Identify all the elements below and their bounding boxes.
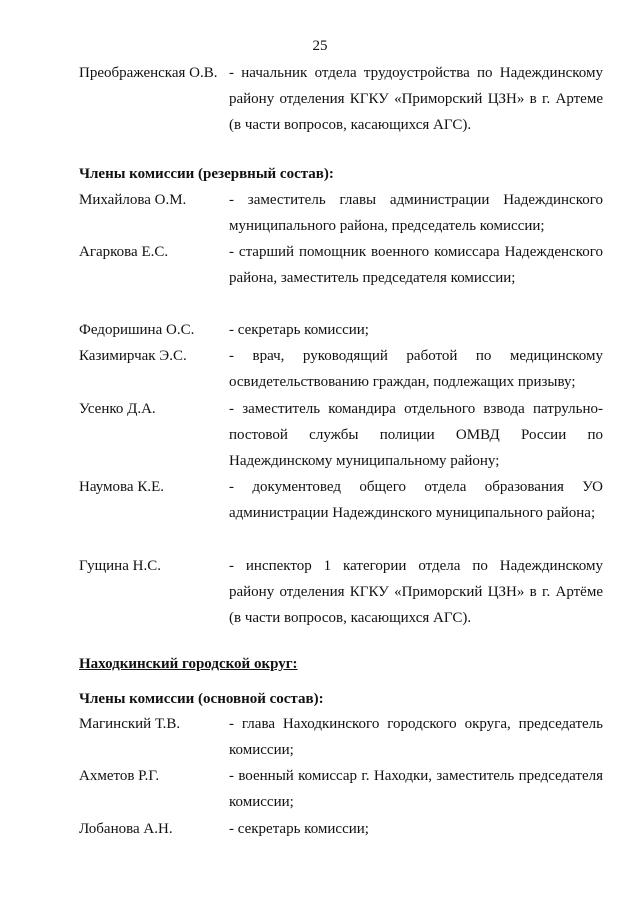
- member-role: - заместитель командира отдельного взвода патрульно-постовой службы полиции ОМВД России по Надеждинскому муниципальному району;: [229, 401, 603, 469]
- member-name: Федоришина О.С.: [79, 322, 195, 338]
- section-heading-reserve: Члены комиссии (резервный состав):: [79, 166, 334, 182]
- member-name: Усенко Д.А.: [79, 401, 156, 417]
- member-name: Казимирчак Э.С.: [79, 348, 187, 364]
- member-name: Михайлова О.М.: [79, 192, 187, 208]
- member-name: Гущина Н.С.: [79, 558, 161, 574]
- member-role: - инспектор 1 категории отдела по Надеждинскому району отделения КГКУ «Приморский ЦЗН» в г. Артёме (в части вопросов, касающихся АГС).: [229, 558, 603, 626]
- member-role: - секретарь комиссии;: [229, 821, 369, 837]
- page-number: 25: [312, 38, 328, 54]
- member-name: Преображенская О.В.: [79, 65, 218, 81]
- member-name: Магинский Т.В.: [79, 716, 181, 732]
- member-name: Наумова К.Е.: [79, 479, 164, 495]
- member-role: - секретарь комиссии;: [229, 322, 369, 338]
- section-heading-main: Члены комиссии (основной состав):: [79, 691, 324, 707]
- member-role: - глава Находкинского городского округа, председатель комиссии;: [229, 716, 603, 758]
- member-role: - врач, руководящий работой по медицинскому освидетельствованию граждан, подлежащих призыву;: [229, 348, 603, 390]
- member-role: - старший помощник военного комиссара Надежденского района, заместитель председателя комиссии;: [229, 244, 603, 286]
- member-name: Ахметов Р.Г.: [79, 768, 160, 784]
- member-role: - военный комиссар г. Находки, заместитель председателя комиссии;: [229, 768, 603, 810]
- member-role: - начальник отдела трудоустройства по Надеждинскому району отделения КГКУ «Приморский ЦЗН» в г. Артеме (в части вопросов, касающихся АГС).: [229, 65, 603, 133]
- member-role: - заместитель главы администрации Надеждинского муниципального района, председатель комиссии;: [229, 192, 603, 234]
- member-role: - документовед общего отдела образования УО администрации Надеждинского муниципального района;: [229, 479, 603, 521]
- member-name: Лобанова А.Н.: [79, 821, 173, 837]
- member-name: Агаркова Е.С.: [79, 244, 169, 260]
- district-heading: Находкинский городской округ:: [79, 656, 298, 672]
